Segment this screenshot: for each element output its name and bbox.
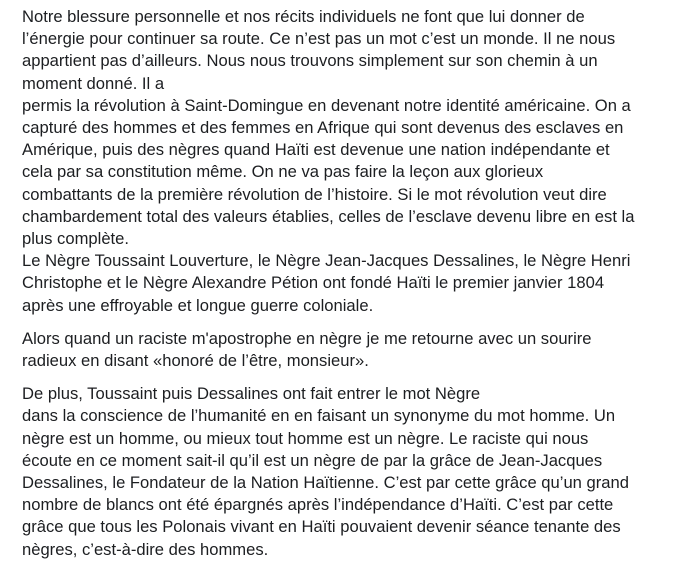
paragraph (22, 383, 672, 561)
post-text (22, 6, 672, 561)
text-line: après une effroyable et longue guerre coloniale. (22, 295, 374, 315)
text-line: nègre est un homme, ou mieux tout homme est un nègre. Le raciste qui nous (22, 428, 589, 448)
paragraph (22, 6, 672, 317)
text-line: chambardement total des valeurs établies, celles de l’esclave devenu libre en est la (22, 206, 635, 226)
paragraph-spacer (22, 372, 672, 383)
text-line: nègres, c’est-à-dire des hommes. (22, 539, 269, 559)
text-line: grâce que tous les Polonais vivant en Haïti pouvaient devenir séance tenante des (22, 517, 621, 537)
text-line: moment donné. Il a (22, 73, 165, 93)
text-line: appartient pas d’ailleurs. Nous nous trouvons simplement sur son chemin à un (22, 51, 598, 71)
text-line: Dessalines, le Fondateur de la Nation Haïtienne. C’est par cette grâce qu’un grand (22, 473, 629, 493)
text-line: nombre de blancs ont été épargnés après l’indépendance d’Haïti. C’est par cette (22, 495, 614, 515)
text-line: radieux en disant «honoré de l’être, monsieur». (22, 351, 369, 371)
text-line: Le Nègre Toussaint Louverture, le Nègre Jean-Jacques Dessalines, le Nègre Henri (22, 251, 631, 271)
paragraph-spacer (22, 317, 672, 328)
text-line: Christophe et le Nègre Alexandre Pétion ont fondé Haïti le premier janvier 1804 (22, 273, 605, 293)
paragraph (22, 328, 672, 372)
text-line: l’énergie pour continuer sa route. Ce n’est pas un mot c’est un monde. Il ne nous (22, 29, 616, 49)
text-line: De plus, Toussaint puis Dessalines ont fait entrer le mot Nègre (22, 384, 481, 404)
text-line: combattants de la première révolution de l’histoire. Si le mot révolution veut dire (22, 184, 607, 204)
text-line: cela par sa constitution même. On ne va pas faire la leçon aux glorieux (22, 162, 544, 182)
text-line: Notre blessure personnelle et nos récits individuels ne font que lui donner de (22, 7, 585, 26)
text-line: dans la conscience de l’humanité en en faisant un synonyme du mot homme. Un (22, 406, 616, 426)
text-line: écoute en ce moment sait-il qu’il est un nègre de par la grâce de Jean-Jacques (22, 450, 603, 470)
text-line: capturé des hommes et des femmes en Afrique qui sont devenus des esclaves en (22, 118, 624, 138)
text-line: Alors quand un raciste m'apostrophe en nègre je me retourne avec un sourire (22, 328, 592, 348)
text-line: Amérique, puis des nègres quand Haïti est devenue une nation indépendante et (22, 140, 610, 160)
text-line: plus complète. (22, 229, 129, 249)
text-line: permis la révolution à Saint-Domingue en devenant notre identité américaine. On a (22, 95, 631, 115)
